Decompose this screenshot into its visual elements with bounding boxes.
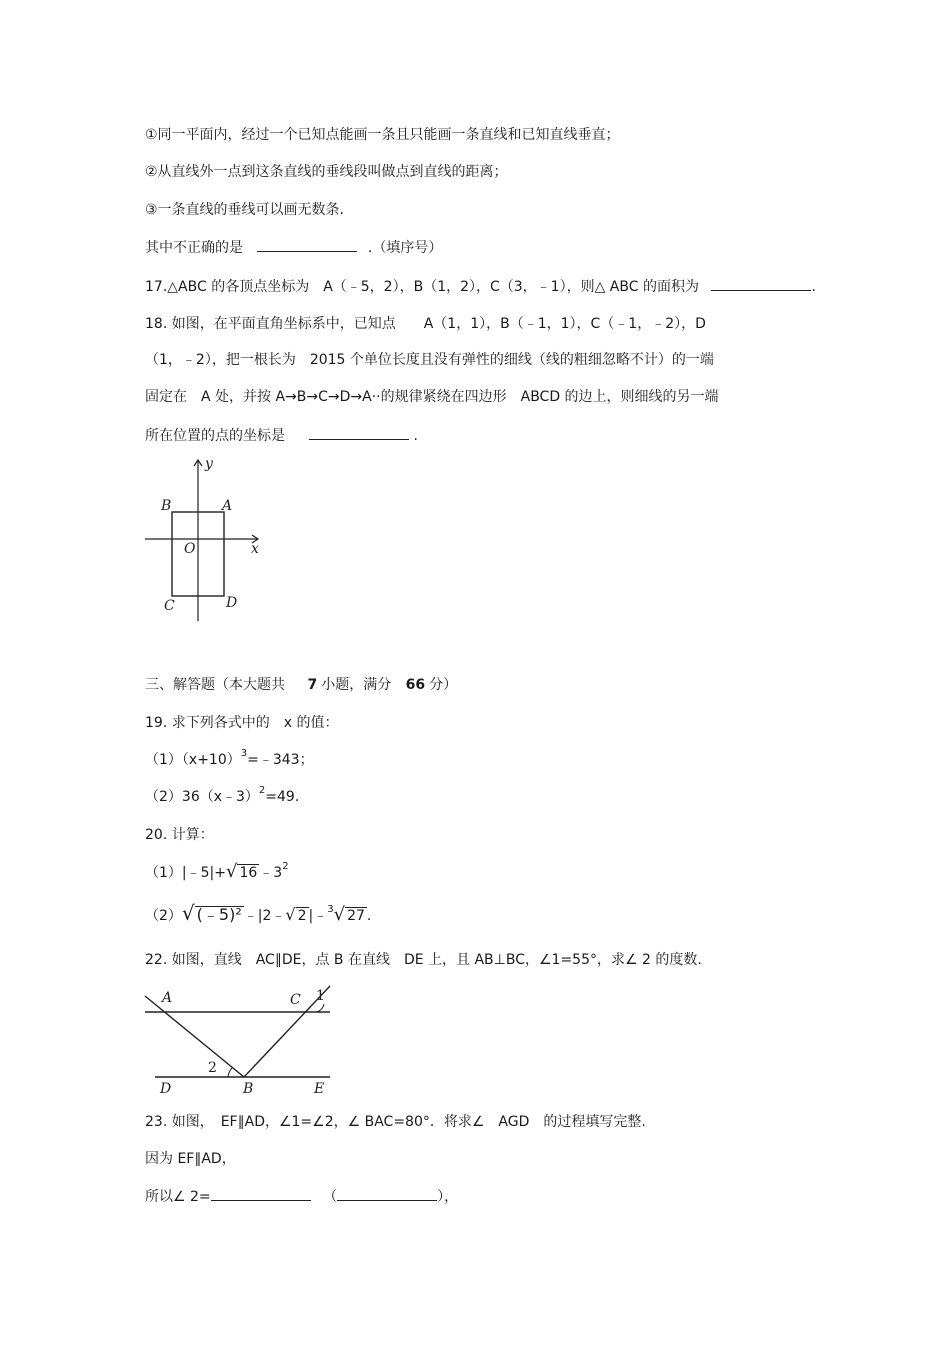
label-d: D (226, 595, 238, 611)
q23-l3-prefix: 所以∠ 2= (145, 1189, 211, 1205)
label-b: B (161, 498, 172, 514)
cube-root-sign: √ (333, 904, 346, 925)
label-e: E (314, 1081, 325, 1097)
label-c: C (164, 598, 175, 614)
q23-line-3 (145, 1186, 458, 1207)
sqrt-sign: √ (285, 905, 296, 924)
label-c: C (290, 992, 301, 1008)
q18-line-c: 固定在 A 处，并按 A→B→C→D→A··的规律紧绕在四边形 ABCD 的边上，则细线的另一端 (145, 389, 719, 405)
q23-blank-1[interactable] (211, 1186, 311, 1201)
q20-title: 20. 计算： (145, 827, 214, 843)
angle-1-arc (316, 1004, 324, 1012)
label-x: x (251, 541, 259, 557)
q20-p2-root-index: 3 (327, 904, 334, 915)
q16-blank[interactable] (257, 237, 357, 252)
section-3-text-c: 小题，满分 (321, 677, 392, 693)
q19-part-1 (145, 750, 314, 772)
line-ab (145, 996, 244, 1077)
label-o: O (184, 541, 196, 557)
q18-line-b: （1，﹣2），把一根长为 2015 个单位长度且没有弹性的细线（线的粗细忽略不计）的一端 (145, 352, 714, 368)
q16-prefix: 其中不正确的是 (145, 240, 243, 256)
q19-p1-exponent: 3 (240, 748, 248, 759)
label-angle-2: 2 (208, 1060, 217, 1076)
q20-p1-exponent: 2 (282, 861, 289, 872)
q18-line-d (145, 425, 418, 446)
q19-p2-text: （2）36（x﹣3） (145, 789, 259, 805)
q19-p2-rhs: =49. (265, 789, 300, 805)
q20-p2-text: （2） (145, 908, 182, 924)
q23-l3-paren-open: （ (323, 1189, 338, 1205)
q23-line-2: 因为 EF∥AD， (145, 1151, 236, 1167)
q19-title: 19. 求下列各式中的 x 的值： (145, 715, 339, 731)
label-a: A (222, 498, 233, 514)
q23-l3-suffix: ）， (437, 1189, 459, 1205)
q19-p1-rhs: =﹣343； (247, 752, 314, 768)
label-angle-1: 1 (316, 988, 325, 1004)
q23-blank-2[interactable] (337, 1186, 437, 1201)
section-3-score: 66 (405, 677, 426, 693)
figure-18-coordinate-rectangle (140, 455, 270, 625)
q20-p2-minus: |﹣ (308, 908, 328, 924)
q18-prefix: 所在位置的点的坐标是 (145, 428, 285, 444)
section-3-heading (145, 675, 457, 695)
q20-p2-radicand-3: 27 (347, 908, 365, 924)
q19-part-2 (145, 787, 299, 809)
section-3-text-a: 三、解答题（本大题共 (145, 677, 285, 693)
statement-1: ①同一平面内，经过一个已知点能画一条且只能画一条直线和已知直线垂直； (145, 127, 620, 143)
q20-p1-minus: ﹣3 (259, 865, 283, 881)
q20-part-2 (145, 903, 371, 928)
angle-2-arc (228, 1068, 232, 1077)
q20-p2-abs: ﹣|2﹣ (243, 908, 286, 924)
section-3-count: 7 (307, 677, 318, 693)
q23-text: 23. 如图， EF∥AD，∠1=∠2，∠ BAC=80°．将求∠ AGD 的过程填写完整. (145, 1114, 646, 1130)
figure-22-parallel-lines (140, 982, 340, 1097)
q19-p1-text: （1）（x+10） (145, 752, 241, 768)
sqrt-sign: √ (181, 901, 195, 925)
statement-2: ②从直线外一点到这条直线的垂线段叫做点到直线的距离； (145, 164, 508, 180)
q18-blank[interactable] (309, 425, 409, 440)
q20-p2-radicand-2: 2 (297, 908, 307, 924)
q16-suffix: .（填序号） (367, 240, 443, 256)
q19-p2-exponent: 2 (258, 785, 266, 796)
q17 (145, 276, 816, 297)
label-y: y (205, 456, 213, 472)
q20-part-1 (145, 862, 289, 885)
statement-3: ③一条直线的垂线可以画无数条. (145, 202, 345, 218)
q17-suffix: . (811, 279, 816, 295)
section-3-text-e: 分） (429, 677, 458, 693)
label-d: D (160, 1081, 172, 1097)
q22-text: 22. 如图，直线 AC∥DE，点 B 在直线 DE 上，且 AB⊥BC，∠1=55°，求∠ 2 的度数. (145, 952, 702, 968)
q17-blank[interactable] (711, 276, 811, 291)
q16-answer-line (145, 237, 442, 258)
label-b: B (243, 1081, 254, 1097)
q20-p2-end: . (366, 908, 372, 924)
q18-suffix: . (413, 428, 418, 444)
q18-line-a: 18. 如图，在平面直角坐标系中，已知点 A（1，1），B（﹣1，1），C（﹣1，﹣2），D (145, 316, 706, 332)
sqrt-sign: √ (225, 861, 238, 882)
label-a: A (162, 990, 173, 1006)
q20-p2-radicand: (﹣5)² (196, 905, 242, 924)
q17-text: 17.△ABC 的各顶点坐标为 A（﹣5，2），B（1，2），C（3，﹣1），则△ ABC 的面积为 (145, 279, 699, 295)
q20-p1-radicand: 16 (239, 865, 258, 881)
q20-p1-text: （1）|﹣5|+ (145, 865, 226, 881)
